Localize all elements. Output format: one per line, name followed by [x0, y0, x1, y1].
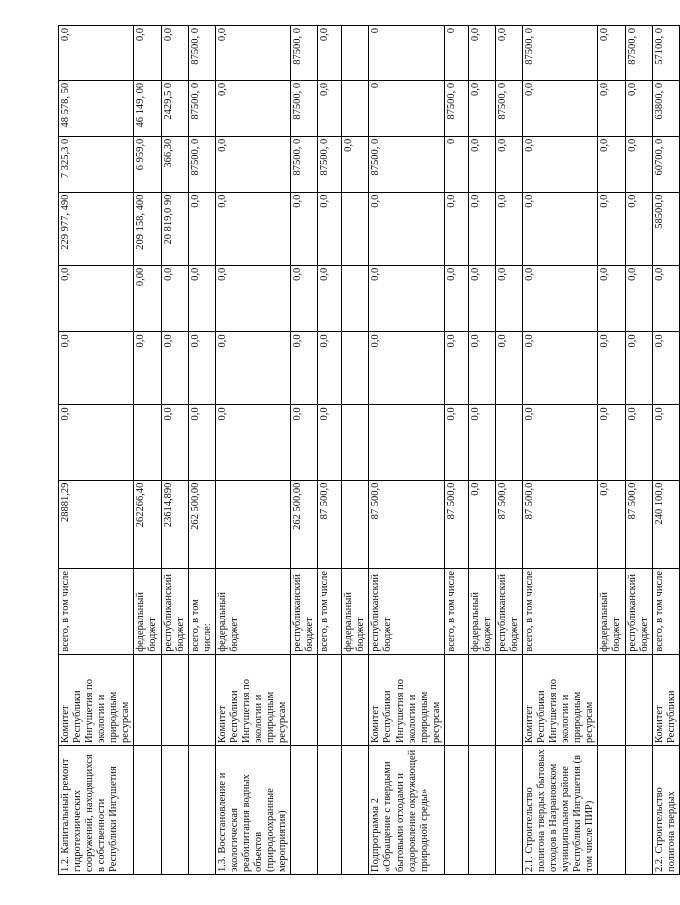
executor-cell — [444, 654, 468, 745]
source-cell: всего, в том числе — [59, 568, 134, 654]
table-row — [134, 26, 161, 875]
total-cell: 87 500,0 — [318, 480, 342, 568]
year-cell: 87500, 0 — [188, 26, 215, 81]
table-row — [188, 26, 215, 875]
year-cell: 0,0 — [523, 265, 598, 332]
year-cell: 0,0 — [215, 405, 290, 480]
year-cell: 366,30 — [161, 136, 188, 192]
year-cell: 20 819,0 90 — [161, 192, 188, 265]
year-cell: 0,0 — [468, 332, 495, 405]
year-cell: 0,0 — [161, 332, 188, 405]
year-cell: 0,0 — [468, 136, 495, 192]
year-cell: 0,0 — [188, 265, 215, 332]
year-cell: 0,0 — [134, 332, 161, 405]
year-cell: 0,0 — [215, 80, 290, 136]
year-cell: 0,0 — [188, 405, 215, 480]
year-cell: 87500, 0 — [444, 80, 468, 136]
activity-cell — [495, 746, 522, 875]
year-cell — [342, 265, 369, 332]
year-cell: 0,0 — [318, 332, 342, 405]
table-row — [468, 26, 495, 875]
year-cell: 0,0 — [161, 265, 188, 332]
table-row — [598, 26, 625, 875]
activity-cell: Подпрограмма 2 «Обращение с твердыми бытовыми отходами и оздоровление окружающей природной среды» — [369, 746, 444, 875]
year-cell: 0,00 — [134, 265, 161, 332]
activity-cell — [598, 746, 625, 875]
year-cell: 87500, 0 — [523, 26, 598, 81]
activity-cell: 1.2. Капитальный ремонт гидротехнических сооружений, находящихся в собственности Республики Ингушетия — [59, 746, 134, 875]
rotated-page — [58, 25, 677, 875]
year-cell: 0,0 — [291, 192, 318, 265]
year-cell: 0,0 — [598, 405, 625, 480]
year-cell: 0,0 — [369, 332, 444, 405]
year-cell: 0,0 — [625, 405, 652, 480]
year-cell: 87500, 0 — [188, 136, 215, 192]
year-cell: 0,0 — [523, 80, 598, 136]
year-cell: 0,0 — [134, 26, 161, 81]
activity-cell — [161, 746, 188, 875]
activity-cell — [468, 746, 495, 875]
activity-cell — [342, 746, 369, 875]
executor-cell — [318, 654, 342, 745]
year-cell: 0,0 — [444, 192, 468, 265]
year-cell: 57100, 0 — [652, 26, 679, 81]
year-cell: 0 — [444, 26, 468, 81]
executor-cell: Комитет Республики Ингушетия по экологии и природным ресурсам — [523, 654, 598, 745]
year-cell: 6 959,0 — [134, 136, 161, 192]
total-cell: 87 500,0 — [625, 480, 652, 568]
year-cell: 63800, 0 — [652, 80, 679, 136]
year-cell: 0 — [444, 136, 468, 192]
source-cell: федеральный бюджет — [342, 568, 369, 654]
year-cell: 0,0 — [291, 332, 318, 405]
year-cell: 87500, 0 — [291, 136, 318, 192]
executor-cell: Комитет Республики Ингушетия по экологии и природным ресурсам — [369, 654, 444, 745]
executor-cell — [161, 654, 188, 745]
executor-cell — [134, 654, 161, 745]
year-cell: 0,0 — [318, 265, 342, 332]
table-row — [342, 26, 369, 875]
year-cell: 0,0 — [188, 192, 215, 265]
source-cell: всего, в том числе — [652, 568, 679, 654]
source-cell: федеральный бюджет — [598, 568, 625, 654]
total-cell: 87 500,0 — [495, 480, 522, 568]
year-cell: 87500, 0 — [495, 80, 522, 136]
executor-cell: Комитет Республики — [652, 654, 679, 745]
table-row — [318, 26, 342, 875]
source-cell: всего, в том числе — [444, 568, 468, 654]
activity-cell — [444, 746, 468, 875]
year-cell: 0,0 — [318, 80, 342, 136]
year-cell: 0,0 — [495, 265, 522, 332]
year-cell: 0,0 — [625, 332, 652, 405]
budget-table — [58, 25, 680, 875]
total-cell — [342, 480, 369, 568]
source-cell: федеральный бюджет — [215, 568, 290, 654]
table-row — [59, 26, 134, 875]
year-cell: 7 325,3 0 — [59, 136, 134, 192]
activity-cell: 2.2. Строительство полигона твердых — [652, 746, 679, 875]
year-cell: 0,0 — [495, 332, 522, 405]
year-cell: 229 977, 490 — [59, 192, 134, 265]
year-cell: 0,0 — [59, 265, 134, 332]
year-cell: 0,0 — [59, 405, 134, 480]
total-cell: 0,0 — [468, 480, 495, 568]
year-cell: 0,0 — [318, 192, 342, 265]
total-cell: 87 500,0 — [523, 480, 598, 568]
year-cell: 0,0 — [598, 265, 625, 332]
year-cell: 0,0 — [215, 265, 290, 332]
year-cell: 0,0 — [318, 26, 342, 81]
table-row — [444, 26, 468, 875]
source-cell: республиканский бюджет — [291, 568, 318, 654]
executor-cell — [495, 654, 522, 745]
year-cell: 0 — [369, 26, 444, 81]
year-cell: 0,0 — [444, 405, 468, 480]
year-cell: 0,0 — [59, 332, 134, 405]
year-cell: 0,0 — [652, 405, 679, 480]
year-cell: 0,0 — [161, 26, 188, 81]
year-cell: 87500, 0 — [291, 26, 318, 81]
year-cell: 0 — [369, 80, 444, 136]
year-cell: 0,0 — [291, 405, 318, 480]
year-cell: 87500, 0 — [188, 80, 215, 136]
activity-cell: 2.1. Строительство полигона твердых бытовых отходов в Назрановском муниципальном районе Республики Ингушетия (в том числе ПИР) — [523, 746, 598, 875]
year-cell: 0,0 — [215, 192, 290, 265]
table-row — [369, 26, 444, 875]
year-cell: 0,0 — [523, 332, 598, 405]
total-cell — [215, 480, 290, 568]
year-cell: 0,0 — [625, 265, 652, 332]
year-cell: 0,0 — [625, 80, 652, 136]
year-cell: 0,0 — [495, 136, 522, 192]
year-cell: 87500, 0 — [318, 136, 342, 192]
year-cell: 0,0 — [369, 265, 444, 332]
year-cell: 87500, 0 — [369, 136, 444, 192]
executor-cell: Комитет Республики Ингушетия по экологии и природным ресурсам — [215, 654, 290, 745]
year-cell: 0,0 — [625, 136, 652, 192]
year-cell: 0,0 — [468, 265, 495, 332]
year-cell: 0,0 — [598, 332, 625, 405]
year-cell: 0,0 — [468, 192, 495, 265]
executor-cell: Комитет Республики Ингушетия по экологии и природным ресурсам — [59, 654, 134, 745]
year-cell: 58500,0 — [652, 192, 679, 265]
year-cell: 0,0 — [625, 192, 652, 265]
source-cell: республиканский бюджет — [369, 568, 444, 654]
table-row — [625, 26, 652, 875]
year-cell: 0,0 — [523, 136, 598, 192]
year-cell: 0,0 — [523, 192, 598, 265]
total-cell: 87 500,0 — [369, 480, 444, 568]
source-cell: всего, в том числе — [523, 568, 598, 654]
year-cell: 209 158, 400 — [134, 192, 161, 265]
executor-cell — [342, 654, 369, 745]
year-cell: 46 149, 00 — [134, 80, 161, 136]
table-row — [652, 26, 679, 875]
year-cell: 0,0 — [495, 26, 522, 81]
year-cell: 0,0 — [468, 80, 495, 136]
executor-cell — [625, 654, 652, 745]
year-cell: 0,0 — [468, 405, 495, 480]
total-cell: 0,0 — [598, 480, 625, 568]
year-cell: 0,0 — [444, 265, 468, 332]
year-cell: 87500, 0 — [291, 80, 318, 136]
year-cell: 0,0 — [215, 136, 290, 192]
table-row — [161, 26, 188, 875]
activity-cell — [291, 746, 318, 875]
year-cell — [342, 26, 369, 81]
year-cell: 0,0 — [215, 26, 290, 81]
year-cell: 0,0 — [444, 332, 468, 405]
source-cell: всего, в том числе — [318, 568, 342, 654]
activity-cell: 1.3. Восстановление и экологическая реабилитация водных объектов (природоохранные мероприятия) — [215, 746, 290, 875]
year-cell: 0,0 — [652, 332, 679, 405]
year-cell: 0,0 — [598, 192, 625, 265]
year-cell: 0,0 — [495, 192, 522, 265]
total-cell: 262 500,00 — [188, 480, 215, 568]
year-cell: 0,0 — [291, 265, 318, 332]
year-cell: 0,0 — [369, 192, 444, 265]
year-cell: 2429,5 0 — [161, 80, 188, 136]
year-cell: 48 578, 50 — [59, 80, 134, 136]
executor-cell — [188, 654, 215, 745]
year-cell: 0,0 — [523, 405, 598, 480]
executor-cell — [291, 654, 318, 745]
source-cell: республиканский бюджет — [625, 568, 652, 654]
source-cell: республиканский бюджет — [495, 568, 522, 654]
total-cell: 28881,29 — [59, 480, 134, 568]
total-cell: 262 500,00 — [291, 480, 318, 568]
total-cell: 262266,40 — [134, 480, 161, 568]
year-cell — [342, 192, 369, 265]
activity-cell — [318, 746, 342, 875]
year-cell — [495, 405, 522, 480]
year-cell: 0,0 — [59, 26, 134, 81]
year-cell: 0,0 — [598, 136, 625, 192]
year-cell: 0,0 — [188, 332, 215, 405]
source-cell: федеральный бюджет — [468, 568, 495, 654]
year-cell: 60700, 0 — [652, 136, 679, 192]
year-cell — [342, 332, 369, 405]
source-cell: всего, в том числе: — [188, 568, 215, 654]
total-cell: 87 500,0 — [444, 480, 468, 568]
year-cell: 0,0 — [598, 80, 625, 136]
year-cell — [342, 80, 369, 136]
total-cell: 23614,890 — [161, 480, 188, 568]
activity-cell — [134, 746, 161, 875]
source-cell: федеральный бюджет — [134, 568, 161, 654]
table-body — [59, 26, 680, 875]
year-cell: 0,0 — [652, 265, 679, 332]
executor-cell — [598, 654, 625, 745]
year-cell: 0,0 — [215, 332, 290, 405]
executor-cell — [468, 654, 495, 745]
year-cell: 0,0 — [318, 405, 342, 480]
year-cell: 0,0 — [598, 26, 625, 81]
activity-cell — [188, 746, 215, 875]
table-row — [523, 26, 598, 875]
total-cell: 240 100,0 — [652, 480, 679, 568]
year-cell — [134, 405, 161, 480]
year-cell: 0,0 — [342, 136, 369, 192]
year-cell — [369, 405, 444, 480]
year-cell: 0,0 — [161, 405, 188, 480]
year-cell — [342, 405, 369, 480]
table-row — [291, 26, 318, 875]
activity-cell — [625, 746, 652, 875]
year-cell: 87500, 0 — [625, 26, 652, 81]
table-row — [495, 26, 522, 875]
table-row — [215, 26, 290, 875]
year-cell: 0,0 — [468, 26, 495, 81]
source-cell: республиканский бюджет — [161, 568, 188, 654]
